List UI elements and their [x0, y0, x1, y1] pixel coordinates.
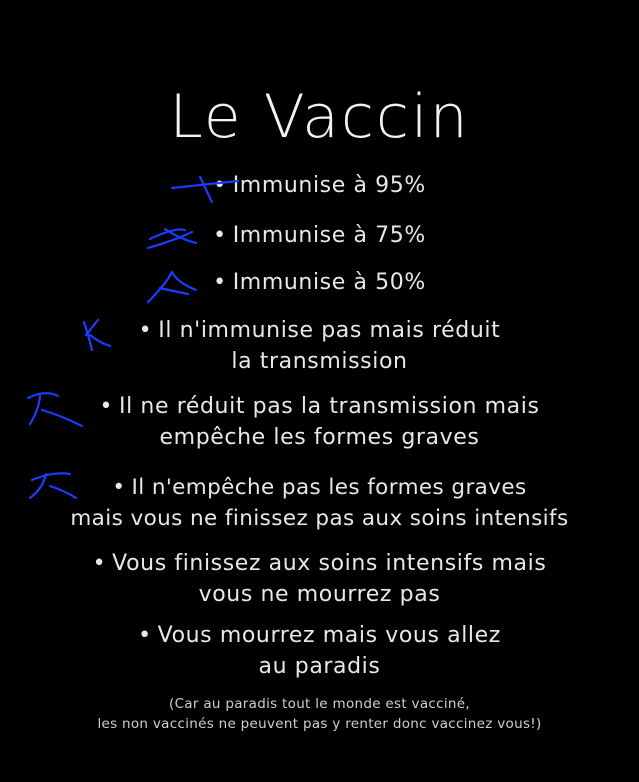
- bullet: •: [112, 475, 126, 500]
- footnote-line-2: les non vaccinés ne peuvent pas y renter donc vaccinez vous!): [97, 716, 542, 732]
- list-item-1: [0, 170, 639, 201]
- item-text: Il n'empêche pas les formes graves: [131, 475, 527, 500]
- item-text-continuation: empêche les formes graves: [159, 425, 480, 450]
- footnote-line-1: (Car au paradis tout le monde est vacciné,: [169, 696, 470, 712]
- footnote: [0, 694, 639, 734]
- list-item-6: [0, 472, 639, 534]
- page-title: Le Vaccin: [169, 82, 470, 152]
- item-text: Vous finissez aux soins intensifs mais: [112, 551, 547, 576]
- list-item-3: [0, 267, 639, 298]
- item-text-continuation: la transmission: [231, 349, 408, 374]
- item-text-continuation: au paradis: [258, 654, 381, 679]
- bullet: •: [138, 623, 152, 648]
- item-text-continuation: mais vous ne finissez pas aux soins intensifs: [70, 506, 569, 531]
- bullet: •: [138, 318, 153, 343]
- item-text: Immunise à 95%: [232, 173, 426, 198]
- list-item-8: [0, 620, 639, 682]
- list-item-7: [0, 548, 639, 610]
- bullet: •: [213, 223, 227, 248]
- item-text-continuation: vous ne mourrez pas: [198, 582, 441, 607]
- list-item-4: [0, 315, 639, 377]
- item-text: Immunise à 50%: [232, 270, 426, 295]
- bullet: •: [99, 394, 114, 419]
- item-text: Immunise à 75%: [232, 223, 426, 248]
- bullet: •: [92, 551, 107, 576]
- item-text: Il ne réduit pas la transmission mais: [119, 394, 540, 419]
- list-item-5: [0, 391, 639, 453]
- item-text: Vous mourrez mais vous allez: [157, 623, 501, 648]
- bullet: •: [213, 173, 227, 198]
- bullet: •: [213, 270, 227, 295]
- list-item-2: [0, 220, 639, 251]
- item-text: Il n'immunise pas mais réduit: [158, 318, 501, 343]
